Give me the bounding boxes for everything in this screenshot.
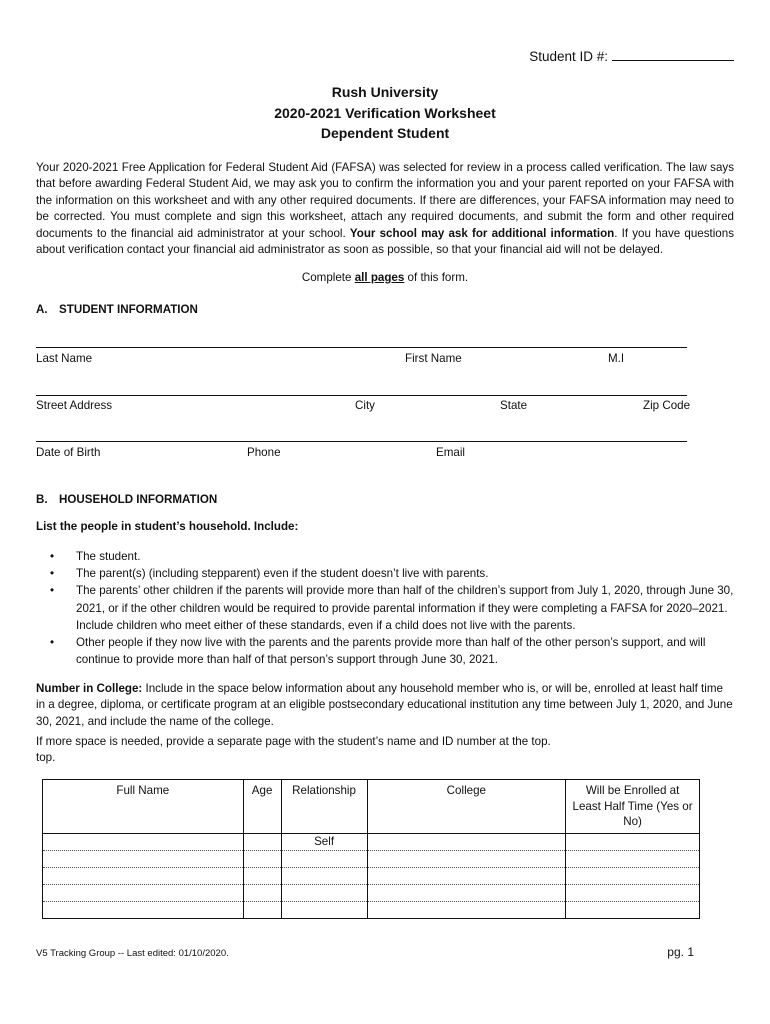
list-item: • Other people if they now live with the parents and the parents provide more than half of the other person’s support, and will continue to provide more than half of that person’s support through June 30, 2021.	[50, 636, 706, 667]
more-space-note: If more space is needed, provide a separate page with the student’s name and ID number at the top. top.	[36, 735, 551, 765]
household-list-intro: List the people in student’s household. Include:	[36, 520, 299, 533]
list-item: • The parents’ other children if the parents will provide more than half of the children’s support from July 1, 2020, through June 30, 2021, or if the other children would be required to provide parental information if they were completing a FAFSA for 2020–2021. Include children who meet either of these standards, even if a child does not live with the parents.	[50, 584, 734, 632]
city-label: City	[355, 399, 375, 412]
household-bullet-list	[36, 548, 734, 668]
document-title	[0, 82, 770, 144]
date-of-birth-label: Date of Birth	[36, 446, 101, 459]
title-university: Rush University	[331, 84, 439, 100]
table-cell[interactable]	[566, 884, 700, 901]
table-cell[interactable]	[281, 901, 367, 918]
title-student-type: Dependent Student	[320, 125, 450, 141]
table-cell[interactable]	[367, 901, 566, 918]
student-id-line[interactable]	[612, 48, 734, 61]
table-cell[interactable]	[566, 867, 700, 884]
footer-tracking-info: V5 Tracking Group -- Last edited: 01/10/2020.	[36, 948, 229, 959]
student-id-field[interactable]	[529, 48, 734, 64]
name-line[interactable]	[36, 347, 687, 348]
table-cell[interactable]	[43, 867, 244, 884]
page-number: pg. 1	[667, 945, 694, 959]
list-item: • The student.	[50, 550, 141, 563]
household-table	[42, 779, 700, 919]
phone-label: Phone	[247, 446, 281, 459]
table-row	[43, 901, 700, 918]
header-enrolled-half-time: Will be Enrolled at Least Half Time (Yes or No)	[566, 780, 700, 834]
table-cell[interactable]	[281, 867, 367, 884]
header-relationship: Relationship	[281, 780, 367, 834]
complete-all-pages-note: Complete all pages of this form.	[301, 271, 469, 284]
intro-paragraph: Your 2020-2021 Free Application for Federal Student Aid (FAFSA) was selected for review in a process called verification. The law says that before awarding Federal Student Aid, we may ask you to confirm the information you and your parent reported on your FAFSA with the information on this worksheet and with any other required documents. If there are differences, your FAFSA information may need to be corrected. You must complete and sign this worksheet, attach any required documents, and submit the form and other required documents to the financial aid administrator at your school. Your school may ask for additional information. If you have questions about verification contact your financial aid administrator as soon as possible, so that your financial aid will not be delayed.	[36, 161, 735, 257]
table-cell[interactable]	[566, 901, 700, 918]
header-age: Age	[243, 780, 281, 834]
header-college: College	[367, 780, 566, 834]
table-row	[43, 850, 700, 867]
header-full-name: Full Name	[43, 780, 244, 834]
table-cell[interactable]	[43, 833, 244, 850]
email-label: Email	[436, 446, 465, 459]
table-cell[interactable]	[367, 884, 566, 901]
section-b-heading: B. HOUSEHOLD INFORMATION	[36, 493, 218, 506]
table-cell[interactable]	[367, 833, 566, 850]
state-label: State	[500, 399, 528, 412]
list-item: • The parent(s) (including stepparent) even if the student doesn’t live with parents.	[50, 567, 489, 581]
table-cell[interactable]	[566, 833, 700, 850]
table-cell[interactable]	[566, 850, 700, 867]
table-cell[interactable]	[243, 901, 281, 918]
table-cell[interactable]	[243, 867, 281, 884]
street-address-label: Street Address	[36, 399, 113, 412]
number-in-college-label: Number in College:	[36, 682, 143, 695]
table-cell[interactable]: Self	[281, 833, 367, 850]
table-cell[interactable]	[367, 867, 566, 884]
zip-code-label: Zip Code	[643, 399, 691, 412]
number-in-college-paragraph: Number in College: Include in the space below information about any household member who is, or will be, enrolled at least half time in a degree, diploma, or certificate program at an eligible postsecondary educational institution any time between July 1, 2020, and June 30, 2021, and include the name of the college.	[36, 682, 733, 728]
student-id-label: Student ID #:	[529, 49, 608, 64]
first-name-label: First Name	[405, 352, 462, 365]
title-worksheet: 2020-2021 Verification Worksheet	[274, 104, 496, 121]
address-line[interactable]	[36, 395, 687, 396]
table-cell[interactable]	[281, 850, 367, 867]
table-cell[interactable]	[43, 850, 244, 867]
intro-bold-note: Your school may ask for additional information	[349, 226, 615, 240]
table-cell[interactable]	[243, 850, 281, 867]
middle-initial-label: M.I	[608, 352, 625, 365]
table-header-row	[43, 780, 700, 834]
last-name-label: Last Name	[36, 352, 93, 365]
table-row	[43, 833, 700, 850]
table-cell[interactable]	[43, 901, 244, 918]
contact-line[interactable]	[36, 441, 687, 442]
table-cell[interactable]	[367, 850, 566, 867]
table-cell[interactable]	[243, 884, 281, 901]
section-a-heading: A. STUDENT INFORMATION	[36, 303, 198, 316]
table-row	[43, 867, 700, 884]
table-cell[interactable]	[43, 884, 244, 901]
table-cell[interactable]	[243, 833, 281, 850]
table-row	[43, 884, 700, 901]
table-cell[interactable]	[281, 884, 367, 901]
